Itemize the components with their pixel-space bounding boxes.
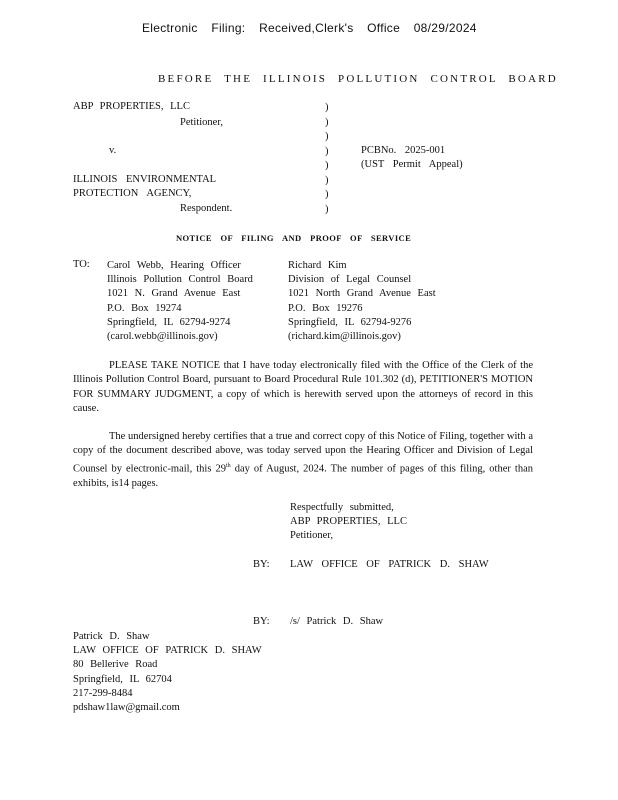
signing-party: ABP PROPERTIES, LLC bbox=[290, 516, 407, 528]
by-label-2: BY: bbox=[253, 616, 270, 627]
attorney-street: 80 Bellerive Road bbox=[73, 659, 158, 671]
recipient2-org: Division of Legal Counsel bbox=[288, 274, 412, 286]
attorney-name: Patrick D. Shaw bbox=[73, 631, 150, 642]
signature-block bbox=[290, 501, 407, 544]
recipient1-email: (carol.webb@illinois.gov) bbox=[107, 331, 218, 343]
recipient1-org: Illinois Pollution Control Board bbox=[107, 274, 253, 286]
respondent-role: Respondent. bbox=[180, 203, 233, 214]
respondent-line2: PROTECTION AGENCY, bbox=[73, 188, 192, 199]
petitioner-name: ABP PROPERTIES, LLC bbox=[73, 101, 190, 112]
recipient2-name: Richard Kim bbox=[288, 260, 347, 271]
recipient-legal-counsel bbox=[288, 259, 436, 344]
case-number: PCBNo. 2025-001 bbox=[361, 145, 446, 156]
notice-title: NOTICE OF FILING AND PROOF OF SERVICE bbox=[176, 233, 412, 243]
law-firm: LAW OFFICE OF PATRICK D. SHAW bbox=[290, 559, 489, 570]
respondent-line1: ILLINOIS ENVIRONMENTAL bbox=[73, 174, 217, 185]
recipient2-city: Springfield, IL 62794-9276 bbox=[288, 316, 412, 328]
recipient2-po-box: P.O. Box 19276 bbox=[288, 302, 363, 314]
filing-stamp-header: Electronic Filing: Received,Clerk's Office 08/29/2024 bbox=[142, 21, 477, 35]
case-type: (UST Permit Appeal) bbox=[361, 159, 463, 170]
electronic-signature: /s/ Patrick D. Shaw bbox=[290, 616, 384, 627]
recipient1-name: Carol Webb, Hearing Officer bbox=[107, 260, 241, 271]
closing: Respectfully submitted, bbox=[290, 502, 394, 513]
recipient-hearing-officer bbox=[107, 259, 253, 344]
caption-parentheses: ) ) ) ) ) ) ) ) bbox=[325, 102, 329, 215]
attorney-firm: LAW OFFICE OF PATRICK D. SHAW bbox=[73, 645, 262, 657]
recipient1-address: 1021 N. Grand Avenue East bbox=[107, 288, 241, 300]
attorney-email: pdshaw1law@gmail.com bbox=[73, 702, 180, 714]
by-label: BY: bbox=[253, 559, 270, 570]
recipient2-email: (richard.kim@illinois.gov) bbox=[288, 331, 401, 343]
signing-role: Petitioner, bbox=[290, 530, 334, 542]
court-title: BEFORE THE ILLINOIS POLLUTION CONTROL BOARD bbox=[158, 73, 558, 85]
petitioner-role: Petitioner, bbox=[180, 117, 224, 128]
attorney-city: Springfield, IL 62704 bbox=[73, 673, 172, 685]
versus: v. bbox=[109, 145, 117, 156]
certification-paragraph: The undersigned hereby certifies that a true and correct copy of this Notice of Filing, together with a copy of the document described above, was today served upon the Hearing Officer and Division of Legal Counsel by electronic-mail, this 29th day of August, 2024. The number of pages of this filing, other than exhibits, is14 pages. bbox=[73, 431, 534, 489]
recipient1-city: Springfield, IL 62794-9274 bbox=[107, 316, 231, 328]
to-label: TO: bbox=[73, 259, 90, 270]
notice-paragraph: PLEASE TAKE NOTICE that I have today electronically filed with the Office of the Clerk of the Illinois Pollution Control Board, pursuant to Board Procedural Rule 101.302 (d), PETITIONER'S MOTION FOR SUMMARY JUDGMENT, a copy of which is herewith served upon the attorneys of record in this cause. bbox=[73, 360, 533, 415]
recipient1-po-box: P.O. Box 19274 bbox=[107, 302, 182, 314]
recipient2-address: 1021 North Grand Avenue East bbox=[288, 288, 436, 300]
attorney-phone: 217-299-8484 bbox=[73, 687, 133, 699]
attorney-contact bbox=[73, 630, 262, 715]
